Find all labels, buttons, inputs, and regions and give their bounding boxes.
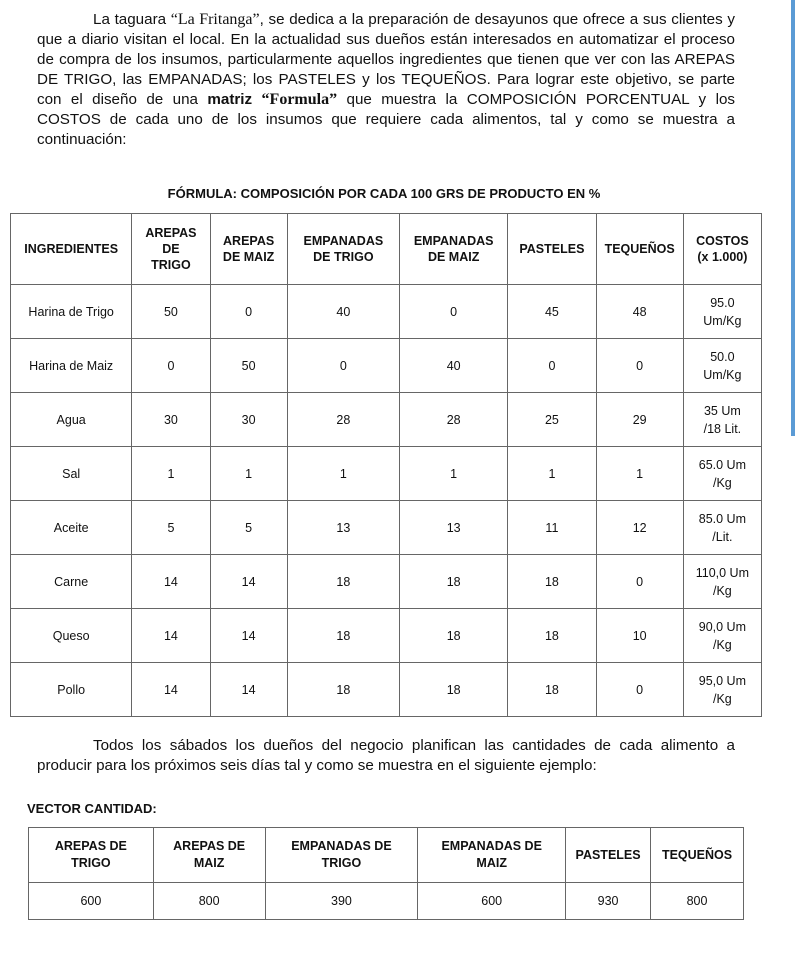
header-tequenos: TEQUEÑOS bbox=[596, 214, 683, 285]
vector-header-cell: EMPANADAS DE MAIZ bbox=[418, 828, 566, 883]
composition-cell: 0 bbox=[400, 285, 508, 339]
vector-header-cell: TEQUEÑOS bbox=[651, 828, 744, 883]
vector-header-row bbox=[29, 828, 744, 883]
composition-cell: 11 bbox=[508, 501, 596, 555]
intro-text-c: que muestra la COMPOSICIÓN PORCENTUAL y los COSTOS de cada uno de los insumos que requiere cada alimentos, tal y como se muestra a continuación: bbox=[37, 91, 735, 148]
vector-label: VECTOR CANTIDAD: bbox=[27, 801, 157, 816]
composition-cell: 1 bbox=[210, 447, 287, 501]
vector-value-row bbox=[29, 883, 744, 920]
composition-cell: 1 bbox=[596, 447, 683, 501]
ingredient-name: Queso bbox=[11, 609, 132, 663]
composition-cell: 14 bbox=[210, 609, 287, 663]
composition-cell: 18 bbox=[508, 609, 596, 663]
composition-cell: 1 bbox=[132, 447, 210, 501]
composition-cell: 5 bbox=[132, 501, 210, 555]
vector-value-cell: 390 bbox=[265, 883, 418, 920]
formula-table bbox=[10, 213, 762, 717]
ingredient-name: Agua bbox=[11, 393, 132, 447]
composition-cell: 0 bbox=[210, 285, 287, 339]
intro-paragraph bbox=[37, 10, 735, 150]
cost-cell: 50.0 Um/Kg bbox=[683, 339, 761, 393]
composition-cell: 13 bbox=[400, 501, 508, 555]
composition-cell: 1 bbox=[287, 447, 399, 501]
planning-paragraph bbox=[37, 736, 735, 776]
composition-cell: 25 bbox=[508, 393, 596, 447]
composition-cell: 0 bbox=[508, 339, 596, 393]
ingredient-name: Carne bbox=[11, 555, 132, 609]
composition-cell: 14 bbox=[132, 555, 210, 609]
cost-cell: 90,0 Um /Kg bbox=[683, 609, 761, 663]
header-arepas-maiz: AREPAS DE MAIZ bbox=[210, 214, 287, 285]
composition-cell: 45 bbox=[508, 285, 596, 339]
composition-cell: 0 bbox=[287, 339, 399, 393]
formula-word: “Formula” bbox=[261, 91, 338, 108]
composition-cell: 14 bbox=[132, 663, 210, 717]
composition-cell: 50 bbox=[210, 339, 287, 393]
cost-cell: 95.0 Um/Kg bbox=[683, 285, 761, 339]
ingredient-name: Harina de Trigo bbox=[11, 285, 132, 339]
vector-table bbox=[28, 827, 744, 920]
composition-cell: 14 bbox=[210, 663, 287, 717]
formula-header-row bbox=[11, 214, 762, 285]
composition-cell: 28 bbox=[400, 393, 508, 447]
composition-cell: 40 bbox=[287, 285, 399, 339]
composition-cell: 18 bbox=[400, 609, 508, 663]
composition-cell: 30 bbox=[132, 393, 210, 447]
composition-cell: 18 bbox=[287, 555, 399, 609]
intro-text-a: La taguara bbox=[93, 11, 171, 28]
composition-cell: 18 bbox=[287, 609, 399, 663]
vector-header-cell: AREPAS DE TRIGO bbox=[29, 828, 154, 883]
composition-cell: 50 bbox=[132, 285, 210, 339]
table-row bbox=[11, 447, 762, 501]
ingredient-name: Aceite bbox=[11, 501, 132, 555]
composition-cell: 1 bbox=[508, 447, 596, 501]
ingredient-name: Pollo bbox=[11, 663, 132, 717]
composition-cell: 0 bbox=[596, 555, 683, 609]
composition-cell: 40 bbox=[400, 339, 508, 393]
table-row bbox=[11, 555, 762, 609]
vector-header-cell: AREPAS DE MAIZ bbox=[153, 828, 265, 883]
formula-table-caption: FÓRMULA: COMPOSICIÓN POR CADA 100 GRS DE PRODUCTO EN % bbox=[167, 186, 601, 201]
composition-cell: 0 bbox=[596, 663, 683, 717]
header-pasteles: PASTELES bbox=[508, 214, 596, 285]
matrix-word: matriz bbox=[207, 91, 253, 108]
composition-cell: 1 bbox=[400, 447, 508, 501]
composition-cell: 18 bbox=[400, 555, 508, 609]
table-row bbox=[11, 285, 762, 339]
composition-cell: 0 bbox=[132, 339, 210, 393]
vector-value-cell: 930 bbox=[566, 883, 651, 920]
composition-cell: 14 bbox=[132, 609, 210, 663]
composition-cell: 14 bbox=[210, 555, 287, 609]
table-row bbox=[11, 663, 762, 717]
cost-cell: 85.0 Um /Lit. bbox=[683, 501, 761, 555]
table-row bbox=[11, 609, 762, 663]
table-row bbox=[11, 501, 762, 555]
header-empanadas-maiz: EMPANADAS DE MAIZ bbox=[400, 214, 508, 285]
vector-value-cell: 800 bbox=[651, 883, 744, 920]
vector-header-cell: EMPANADAS DE TRIGO bbox=[265, 828, 418, 883]
composition-cell: 48 bbox=[596, 285, 683, 339]
composition-cell: 18 bbox=[287, 663, 399, 717]
composition-cell: 28 bbox=[287, 393, 399, 447]
composition-cell: 0 bbox=[596, 339, 683, 393]
vector-value-cell: 600 bbox=[418, 883, 566, 920]
header-costos: COSTOS (x 1.000) bbox=[683, 214, 761, 285]
header-arepas-trigo: AREPAS DE TRIGO bbox=[132, 214, 210, 285]
business-name: “La Fritanga” bbox=[170, 11, 260, 28]
composition-cell: 18 bbox=[400, 663, 508, 717]
cost-cell: 110,0 Um /Kg bbox=[683, 555, 761, 609]
header-ingredientes: INGREDIENTES bbox=[11, 214, 132, 285]
vector-value-cell: 600 bbox=[29, 883, 154, 920]
vector-header-cell: PASTELES bbox=[566, 828, 651, 883]
table-row bbox=[11, 339, 762, 393]
intro-text-b: , se dedica a la preparación de desayunos que ofrece a sus clientes y que a diario visitan el local. En la actualidad sus dueños están interesados en automatizar el proceso de compra de los insumos, particularmente aquellos ingredientes que tienen que ver con las AREPAS DE TRIGO, las EMPANADAS; los PASTELES y los TEQUEÑOS. Para lograr este objetivo, se parte con el diseño de una bbox=[37, 11, 735, 108]
composition-cell: 13 bbox=[287, 501, 399, 555]
header-empanadas-trigo: EMPANADAS DE TRIGO bbox=[287, 214, 399, 285]
cost-cell: 95,0 Um /Kg bbox=[683, 663, 761, 717]
cost-cell: 65.0 Um /Kg bbox=[683, 447, 761, 501]
table-row bbox=[11, 393, 762, 447]
composition-cell: 5 bbox=[210, 501, 287, 555]
cost-cell: 35 Um /18 Lit. bbox=[683, 393, 761, 447]
composition-cell: 30 bbox=[210, 393, 287, 447]
composition-cell: 18 bbox=[508, 663, 596, 717]
composition-cell: 29 bbox=[596, 393, 683, 447]
composition-cell: 10 bbox=[596, 609, 683, 663]
vector-value-cell: 800 bbox=[153, 883, 265, 920]
composition-cell: 18 bbox=[508, 555, 596, 609]
planning-text: Todos los sábados los dueños del negocio planifican las cantidades de cada alimento a producir para los próximos seis días tal y como se muestra en el siguiente ejemplo: bbox=[37, 737, 735, 774]
side-accent-bar bbox=[791, 0, 795, 436]
ingredient-name: Harina de Maiz bbox=[11, 339, 132, 393]
composition-cell: 12 bbox=[596, 501, 683, 555]
ingredient-name: Sal bbox=[11, 447, 132, 501]
